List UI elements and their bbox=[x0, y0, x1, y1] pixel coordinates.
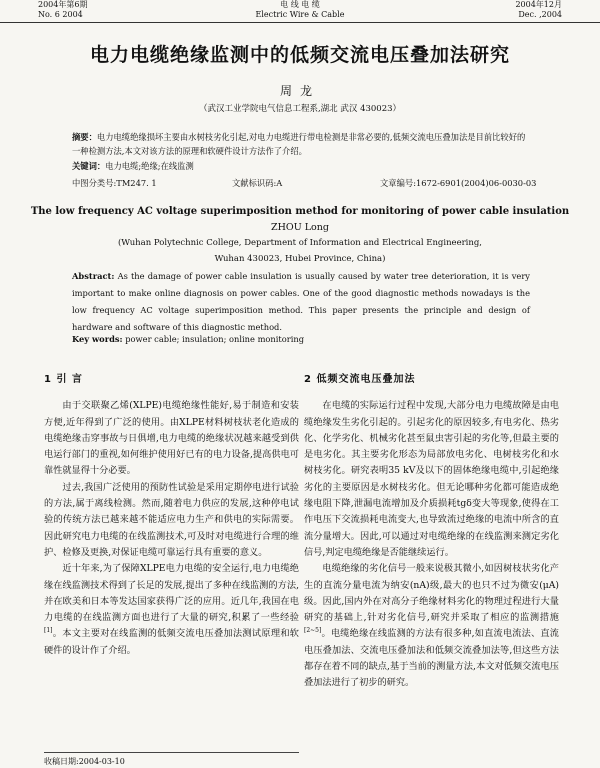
header-date-en: Dec. ,2004 bbox=[518, 10, 562, 19]
journal-name-cn: 电 线 电 缆 bbox=[280, 0, 320, 9]
section-1-paragraph-3 bbox=[44, 561, 299, 659]
abstract-cn bbox=[72, 130, 532, 158]
received-date-footnote: 收稿日期:2004-03-10 bbox=[44, 752, 299, 767]
keywords-cn bbox=[72, 160, 532, 172]
section-1-heading: 1 引 言 bbox=[44, 374, 83, 385]
section-2-paragraph-2 bbox=[304, 561, 559, 691]
section-1-paragraph-1: 由于交联聚乙烯(XLPE)电缆绝缘性能好,易于制造和安装方便,近年得到了广泛的使用。由XLPE材料树枝状老化造成的电缆绝缘击穿事故与日俱增,电力电缆的绝缘状况越来越受到供电运行部门的重视,如何维护使用好已有的电力设备,提高供电可靠性就显得十分必要。 bbox=[44, 400, 299, 477]
header-issue-cn: 2004年第6期 bbox=[38, 0, 88, 9]
english-keywords bbox=[72, 334, 530, 344]
abstract-cn-label: 摘要： bbox=[72, 132, 97, 142]
header-date-cn: 2004年12月 bbox=[515, 0, 562, 9]
clc-number: 中图分类号:TM247. 1 bbox=[72, 178, 157, 188]
document-code: 文献标识码:A bbox=[232, 178, 283, 188]
section-2-paragraph-2-text-b: 。电缆绝缘在线监测的方法有很多种,如直流电流法、直流电压叠加法、交流电压叠加法和低频交流叠加法等,但这些方法都存在着不同的缺点,基于当前的测量方法,本文对低频交流电压叠加法进行了初步的研究。 bbox=[304, 628, 559, 689]
citation-ref-1: [1] bbox=[44, 627, 53, 635]
section-2-paragraph-1: 在电缆的实际运行过程中发现,大部分电力电缆故障是由电缆绝缘发生劣化引起的。引起劣化的原因较多,有电劣化、热劣化、化学劣化、机械劣化甚至鼠虫害引起的劣化等,但最主要的是电劣化。其主要劣化形态为局部放电劣化、电树枝劣化和水树枝劣化。研究表明35 kV及以下的固体绝缘电缆中,引起绝缘劣化的主要原因是水树枝劣化。但无论哪种劣化都可能造成绝缘电阻下降,泄漏电流增加及介质损耗tgδ变大等现象,使得在工作电压下交流损耗电流变大,也导致流过绝缘的电流中所含的直流分量增大。因此,可以通过对电缆绝缘的在线监测来测定劣化信号,判定电缆绝缘是否能继续运行。 bbox=[304, 400, 559, 558]
english-title: The low frequency AC voltage superimposition method for monitoring of power cable insulation bbox=[30, 206, 570, 217]
journal-name-en: Electric Wire & Cable bbox=[255, 10, 345, 19]
author-affiliation: （武汉工业学院电气信息工程系,湖北 武汉 430023） bbox=[198, 104, 402, 114]
english-abstract-label: Abstract: bbox=[72, 271, 115, 281]
english-affiliation-line2: Wuhan 430023, Hubei Province, China) bbox=[214, 254, 386, 264]
header-center bbox=[0, 0, 600, 20]
keywords-cn-label: 关键词： bbox=[72, 161, 106, 171]
english-keywords-label: Key words: bbox=[72, 334, 123, 344]
english-abstract-text: As the damage of power cable insulation is usually caused by water tree deterioration, it is very important to make online diagnosis on power cables. One of the good diagnostic methods nowadays is the low frequency AC voltage superimposition method. This paper presents the principle and design of hardware and software of this diagnostic method. bbox=[72, 271, 530, 332]
english-abstract bbox=[72, 268, 530, 336]
section-1-paragraph-3-text-a: 近十年来,为了保障XLPE电力电缆的安全运行,电力电缆绝缘在线监测技术得到了长足的发展,提出了多种在线监测的方法,并在欧美和日本等发达国家获得广泛的应用。近几年,我国在电力电缆的在线监测方面也进行了大量的研究,积累了一些经验 bbox=[44, 563, 299, 624]
english-author: ZHOU Long bbox=[271, 222, 329, 233]
article-number: 文章编号:1672-6901(2004)06-0030-03 bbox=[380, 178, 537, 188]
section-1-paragraph-3-text-b: 。本文主要对在线监测的低频交流电压叠加法测试原理和软硬件的设计作了介绍。 bbox=[44, 628, 299, 656]
section-1-paragraph-2: 过去,我国广泛使用的预防性试验是采用定期停电进行试验的方法,属于离线检测。然而,随着电力供应的发展,这种停电试验的传统方法已越来越不能适应电力生产和供电的实际需要。因此研究电力电缆的在线监测技术,可及时对电缆进行合理的维护、检修及更换,对保证电缆可靠运行具有重要的意义。 bbox=[44, 481, 299, 558]
column-right bbox=[304, 372, 559, 692]
abstract-cn-text: 电力电缆绝缘损坏主要由水树枝劣化引起,对电力电缆进行带电检测是非常必要的,低频交流电压叠加法是目前比较好的一种检测方法,本文对该方法的原理和软硬件设计方法作了介绍。 bbox=[72, 132, 526, 156]
header-issue-en: No. 6 2004 bbox=[38, 10, 83, 19]
paper-title: 电力电缆绝缘监测中的低频交流电压叠加法研究 bbox=[89, 44, 510, 66]
column-left bbox=[44, 372, 299, 659]
citation-ref-2-5: [2~5] bbox=[304, 627, 322, 635]
section-2-paragraph-2-text-a: 电缆绝缘的劣化信号一般来说极其微小,如因树枝状劣化产生的直流分量电流为纳安(nA)级,最大的也只不过为微安(μA)级。因此,国内外在对高分子绝缘材料劣化的物理过程进行大量研究的基础上,针对劣化信号,研究并采取了相应的监测措施 bbox=[304, 563, 559, 624]
author-name: 周龙 bbox=[279, 84, 320, 98]
keywords-cn-text: 电力电缆;绝缘;在线监测 bbox=[105, 161, 194, 171]
english-keywords-text: power cable; insulation; online monitoring bbox=[122, 334, 305, 344]
english-affiliation-line1: (Wuhan Polytechnic College, Department of Information and Electrical Engineering, bbox=[117, 238, 483, 248]
section-2-heading: 2 低频交流电压叠加法 bbox=[304, 374, 416, 385]
running-header bbox=[0, 0, 600, 23]
header-right bbox=[515, 0, 562, 20]
